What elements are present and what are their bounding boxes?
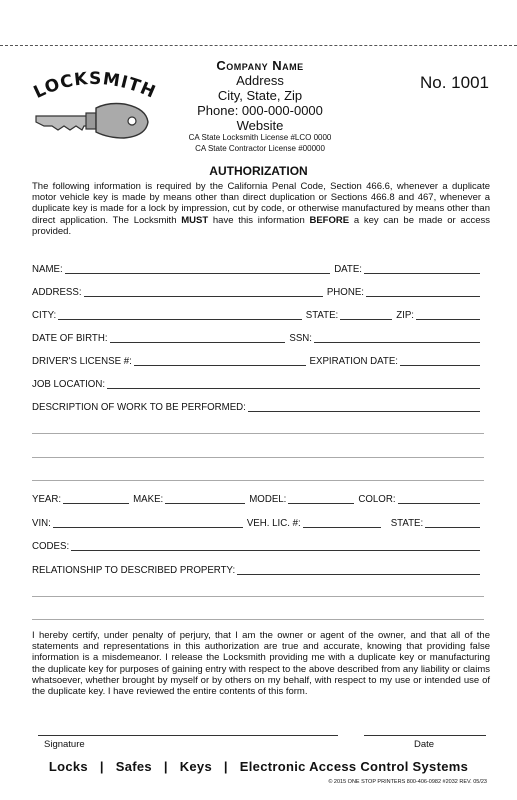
address-phone-row bbox=[32, 284, 484, 298]
date-field[interactable] bbox=[364, 264, 480, 274]
dob-ssn-row bbox=[32, 330, 484, 344]
service-keys: Keys bbox=[179, 759, 212, 774]
description-field[interactable] bbox=[248, 402, 480, 412]
service-locks: Locks bbox=[48, 759, 88, 774]
address-field[interactable] bbox=[84, 287, 323, 297]
description-line-4[interactable] bbox=[32, 480, 484, 481]
company-header bbox=[160, 58, 360, 154]
relationship-row bbox=[32, 562, 484, 576]
services-footer bbox=[0, 759, 517, 774]
expiration-label: EXPIRATION DATE: bbox=[309, 356, 398, 367]
signature-date-field[interactable] bbox=[364, 735, 486, 736]
certification-text: I hereby certify, under penalty of perjury, that I am the owner or agent of the owner, and that all of the statements and representations in this authorization are true and accurate, knowing that providing false information is a misdemeanor. I release the Locksmith providing me with a duplicate key or manufacturing the duplicate key for purposes of gaining entry with respect to the above described from any liability or claims whatsoever, whether brought by myself or by others on my behalf, with respect to my use or intended use of the duplicate key. I have reviewed the entire contents of this form. bbox=[32, 630, 490, 698]
phone-field[interactable] bbox=[366, 287, 480, 297]
job-location-field[interactable] bbox=[107, 379, 480, 389]
city-state-zip-row bbox=[32, 307, 484, 321]
signature-label: Signature bbox=[44, 739, 85, 750]
relationship-field[interactable] bbox=[237, 565, 480, 575]
codes-label: CODES: bbox=[32, 541, 70, 552]
signature-field[interactable] bbox=[38, 735, 338, 736]
vin-field[interactable] bbox=[53, 518, 243, 528]
zip-label: ZIP: bbox=[396, 310, 414, 321]
dob-field[interactable] bbox=[110, 333, 286, 343]
year-label: YEAR: bbox=[32, 494, 62, 505]
drivers-license-label: DRIVER'S LICENSE #: bbox=[32, 356, 132, 367]
service-access-control: Electronic Access Control Systems bbox=[239, 759, 469, 774]
company-address: Address bbox=[236, 73, 284, 88]
vehicle-state-label: STATE: bbox=[390, 518, 424, 529]
phone-label: PHONE: bbox=[326, 287, 364, 298]
state-label: STATE: bbox=[305, 310, 339, 321]
separator: | bbox=[99, 759, 104, 774]
name-label: NAME: bbox=[32, 264, 63, 275]
license-expiration-row bbox=[32, 353, 484, 367]
contractor-license: CA State Contractor License #00000 bbox=[195, 143, 325, 153]
service-safes: Safes bbox=[115, 759, 152, 774]
ssn-field[interactable] bbox=[314, 333, 480, 343]
description-label: DESCRIPTION OF WORK TO BE PERFORMED: bbox=[32, 402, 246, 413]
relationship-line-3[interactable] bbox=[32, 619, 484, 620]
date-signature-label: Date bbox=[414, 739, 435, 750]
codes-field[interactable] bbox=[71, 541, 480, 551]
relationship-line-2[interactable] bbox=[32, 596, 484, 597]
company-phone: Phone: 000-000-0000 bbox=[197, 103, 323, 118]
date-label: DATE: bbox=[334, 264, 362, 275]
authorization-title: AUTHORIZATION bbox=[209, 164, 308, 178]
authorization-intro: The following information is required by the California Penal Code, Section 466.6, whenever a duplicate motor vehicle key is made by means other than direct duplication or Sections 466.8 and 467, whenever a duplicate key is made for a lock by impression, cut by code, or otherwise manufactured by means other than direct application. The Locksmith MUST have this information BEFORE a key can be made or access provided. bbox=[32, 181, 490, 237]
company-city: City, State, Zip bbox=[217, 88, 303, 103]
model-field[interactable] bbox=[288, 494, 354, 504]
city-field[interactable] bbox=[58, 310, 302, 320]
description-line-3[interactable] bbox=[32, 457, 484, 458]
svg-text:LOCKSMITH bbox=[31, 70, 159, 103]
company-name: Company Name bbox=[216, 58, 304, 73]
state-field[interactable] bbox=[340, 310, 392, 320]
job-location-label: JOB LOCATION: bbox=[32, 379, 106, 390]
separator: | bbox=[223, 759, 228, 774]
zip-field[interactable] bbox=[416, 310, 480, 320]
year-field[interactable] bbox=[63, 494, 129, 504]
relationship-label: RELATIONSHIP TO DESCRIBED PROPERTY: bbox=[32, 565, 236, 576]
locksmith-key-logo bbox=[28, 70, 168, 150]
dob-label: DATE OF BIRTH: bbox=[32, 333, 108, 344]
vehicle-state-field[interactable] bbox=[425, 518, 480, 528]
description-row bbox=[32, 399, 484, 413]
vin-label: VIN: bbox=[32, 518, 51, 529]
perforation-line bbox=[0, 45, 517, 46]
city-label: CITY: bbox=[32, 310, 57, 321]
make-label: MAKE: bbox=[133, 494, 164, 505]
job-location-row bbox=[32, 376, 484, 390]
vehicle-license-field[interactable] bbox=[303, 518, 381, 528]
vin-row bbox=[32, 515, 484, 529]
expiration-field[interactable] bbox=[400, 356, 480, 366]
description-line-2[interactable] bbox=[32, 433, 484, 434]
ssn-label: SSN: bbox=[289, 333, 312, 344]
logo-text: LOCKSMITH bbox=[30, 70, 159, 103]
vehicle-license-label: VEH. LIC. #: bbox=[246, 518, 301, 529]
copyright-notice: © 2015 ONE STOP PRINTERS 800-406-0982 #2032 REV. 05/23 bbox=[328, 779, 487, 785]
separator: | bbox=[163, 759, 168, 774]
name-date-row bbox=[32, 261, 484, 275]
codes-row bbox=[32, 538, 484, 552]
drivers-license-field[interactable] bbox=[134, 356, 306, 366]
form-number: No. 1001 bbox=[420, 73, 489, 92]
locksmith-license: CA State Locksmith License #LCO 0000 bbox=[188, 133, 332, 142]
make-field[interactable] bbox=[165, 494, 245, 504]
address-label: ADDRESS: bbox=[32, 287, 82, 298]
name-field[interactable] bbox=[65, 264, 331, 274]
vehicle-row bbox=[32, 491, 484, 505]
company-website: Website bbox=[236, 118, 284, 133]
color-field[interactable] bbox=[398, 494, 480, 504]
color-label: COLOR: bbox=[358, 494, 396, 505]
model-label: MODEL: bbox=[249, 494, 287, 505]
